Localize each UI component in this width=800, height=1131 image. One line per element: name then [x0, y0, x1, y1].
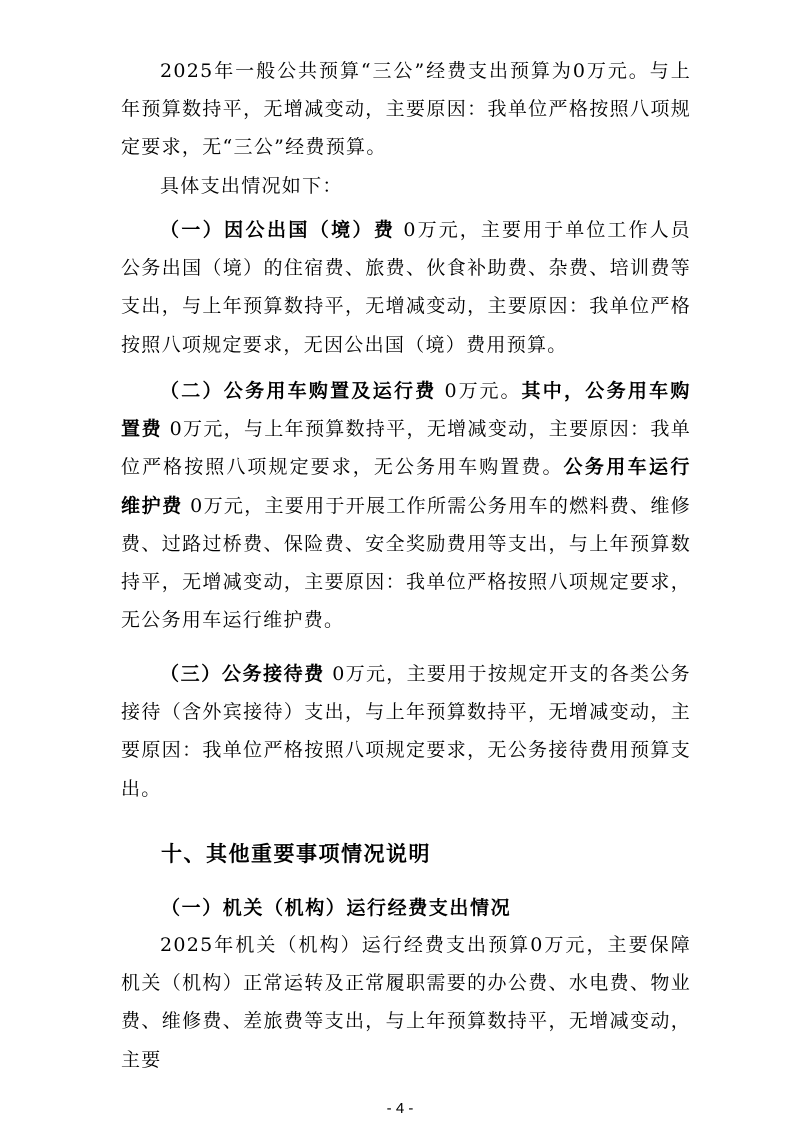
paragraph-label: 公务用车运行维护费	[121, 456, 691, 517]
page-number: - 4 -	[386, 1100, 414, 1117]
paragraph-text: 0万元。	[436, 380, 522, 402]
paragraph-three-public-budget	[121, 52, 691, 167]
paragraph-label: （一）因公出国（境）费	[160, 219, 396, 241]
paragraph-intro	[121, 167, 691, 205]
paragraph-text: 具体支出情况如下：	[160, 175, 343, 197]
paragraph-label: （三）公务接待费	[160, 663, 325, 685]
paragraph-operating-expenses	[121, 926, 691, 1079]
paragraph-text: 0万元，与上年预算数持平，无增减变动，主要原因：我单位严格按照八项规定要求，无公务用车购置费。	[121, 418, 692, 479]
paragraph-reception	[121, 655, 691, 808]
section-heading: 十、其他重要事项情况说明	[161, 842, 431, 866]
paragraph-text: 2025年机关（机构）运行经费支出预算0万元，主要保障机关（机构）正常运转及正常履职需要的办公费、水电费、物业费、维修费、差旅费等支出，与上年预算数持平，无增减变动，主要	[121, 934, 691, 1071]
paragraph-text: 0万元，主要用于单位工作人员公务出国（境）的住宿费、旅费、伙食补助费、杂费、培训费等支出，与上年预算数持平，无增减变动，主要原因：我单位严格按照八项规定要求，无因公出国（境）费用预算。	[121, 219, 691, 356]
paragraph-text: 0万元，主要用于开展工作所需公务用车的燃料费、维修费、过路过桥费、保险费、安全奖励费用等支出，与上年预算数持平，无增减变动，主要原因：我单位严格按照八项规定要求，无公务用车运行维护费。	[121, 494, 691, 632]
paragraph-label: （二）公务用车购置及运行费	[160, 380, 437, 402]
subsection-heading: （一）机关（机构）运行经费支出情况	[161, 897, 512, 919]
paragraph-text: 0万元，主要用于按规定开支的各类公务接待（含外宾接待）支出，与上年预算数持平，无增减变动，主要原因：我单位严格按照八项规定要求，无公务接待费用预算支出。	[121, 663, 691, 800]
paragraph-label: 其中，公务用车购置费	[121, 380, 691, 441]
paragraph-text: 2025年一般公共预算“三公”经费支出预算为0万元。与上年预算数持平，无增减变动，主要原因：我单位严格按照八项规定要求，无“三公”经费预算。	[121, 60, 691, 159]
paragraph-vehicle-costs	[121, 372, 691, 639]
paragraph-overseas-travel	[121, 211, 691, 364]
